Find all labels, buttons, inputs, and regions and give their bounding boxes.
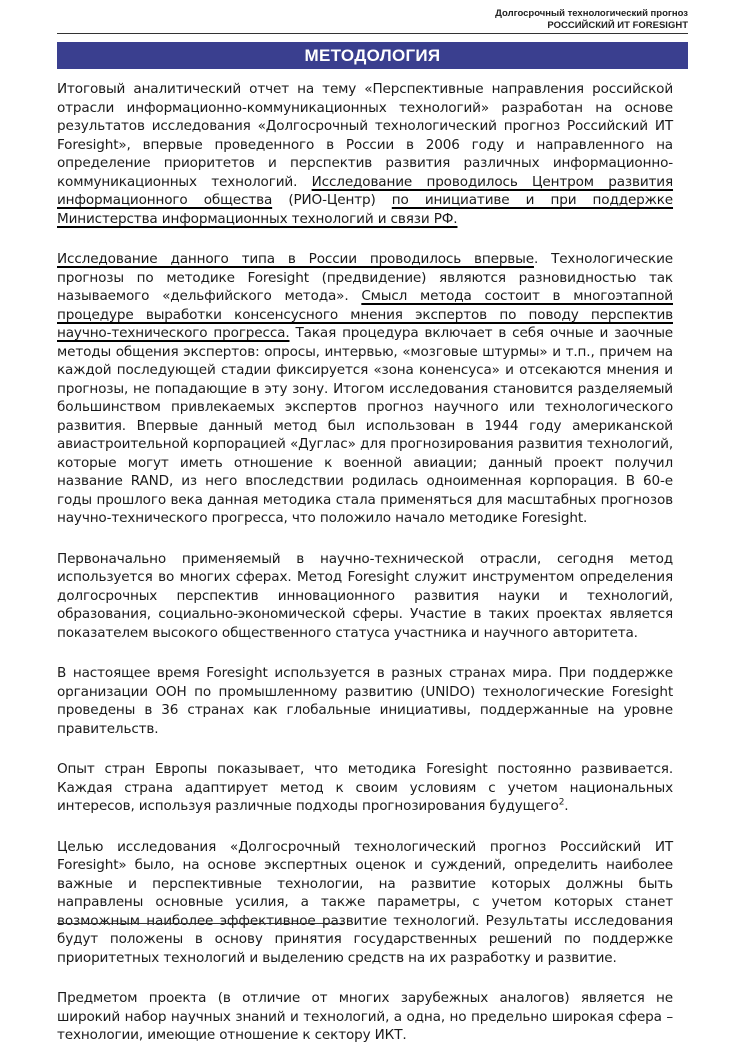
paragraph-5 [57, 760, 673, 816]
body-text [57, 80, 673, 1045]
p1-text-b: (РИО-Центр) [272, 192, 392, 208]
paragraph-6: Целью исследования «Долгосрочный технологический прогноз Российский ИТ Foresight» было, на основе экспертных оценок и суждений, определить наиболее важные и перспективные технологии, на развитие которых должны быть направлены основные усилия, а также параметры, с учетом которых станет возможным наиболее эффективное развитие технологий. Результаты исследования будут положены в основу принятия государственных решений по поддержке приоритетных технологий и выделению средств на их разработку и развитие. [57, 838, 673, 966]
p5-end: . [564, 798, 569, 814]
paragraph-4: В настоящее время Foresight используется в разных странах мира. При поддержке организации ООН по промышленному развитию (UNIDO) технологические Foresight проведены в 36 странах как глобальные инициативы, поддержанные на уровне правительств. [57, 665, 673, 737]
section-banner [57, 42, 688, 69]
header-divider [57, 33, 688, 34]
p2-underlined-a: Исследование данного типа в России проводилось впервые [57, 251, 534, 267]
paragraph-7: Предметом проекта (в отличие от многих зарубежных аналогов) является не широкий набор научных знаний и технологий, а одна, но предельно широкая сфера – технологии, имеющие отношение к сектору ИКТ. [57, 990, 673, 1043]
p2-text-a: . Технологические прогнозы по методике Foresight (предвидение) являются разновидностью так называемого «дельфийского метода». [57, 251, 673, 304]
paragraph-3: Первоначально применяемый в научно-технической отрасли, сегодня метод используется во многих сферах. Метод Foresight служит инструментом определения долгосрочных перспектив инновационного развития науки и технологий, образования, социально-экономической сферы. Участие в таких проектах является показателем высокого общественного статуса участника и научного авторитета. [57, 550, 673, 641]
footnote-reference: 2 [558, 797, 565, 808]
p2-text-b: Такая процедура включает в себя очные и заочные методы общения экспертов: опросы, интервью, «мозговые штурмы» и т.п., причем на каждой последующей стадии фиксируется «зона коненсуса» и отсекаются мнения и прогнозы, не попадающие в эту зону. Итогом исследования становится разделяемый большинством привлекаемых экспертов прогноз научного или технологического развития. Впервые данный метод был использован в 1944 году американской авиастроительной корпорацией «Дуглас» для прогнозирования развития технологий, которые могут иметь отношение к военной авиации; данный проект получил название RAND, из него впоследствии родилась одноименная корпорация. В 60-е годы прошлого века данная методика стала применяться для масштабных прогнозов научно-технического прогресса, что положило начало методике Foresight. [57, 325, 673, 526]
p5-text: Опыт стран Европы показывает, что методика Foresight постоянно развивается. Каждая страна адаптирует метод к своим условиям с учетом национальных интересов, используя различные подходы прогнозирования будущего [57, 761, 673, 814]
p1-underlined-a: Исследование проводилось Центром развития информационного общества [57, 173, 674, 208]
paragraph-1 [57, 80, 673, 228]
section-title: МЕТОДОЛОГИЯ [304, 45, 441, 65]
running-header-line1: Долгосрочный технологический прогноз [495, 8, 688, 19]
running-header-line2: РОССИЙСКИЙ ИТ FORESIGHT [547, 20, 688, 31]
running-header [495, 8, 688, 32]
p1-underlined-b: по инициативе и при поддержке Министерства информационных технологий и связи РФ. [57, 192, 674, 227]
paragraph-2 [57, 250, 673, 528]
p2-underlined-b: Смысл метода состоит в многоэтапной процедуре выработки консенсусного мнения экспертов по поводу перспектив научно-технического прогресса. [57, 288, 673, 341]
p1-text-a: Итоговый аналитический отчет на тему «Перспективные направления российской отрасли информационно-коммуникационных технологий» разработан на основе результатов исследования «Долгосрочный технологический прогноз Российский ИТ Foresight», впервые проведенного в России в 2006 году и направленного на определение приоритетов и перспектив развития различных информационно-коммуникационных технологий. [57, 81, 673, 190]
footnote-divider [57, 923, 344, 924]
